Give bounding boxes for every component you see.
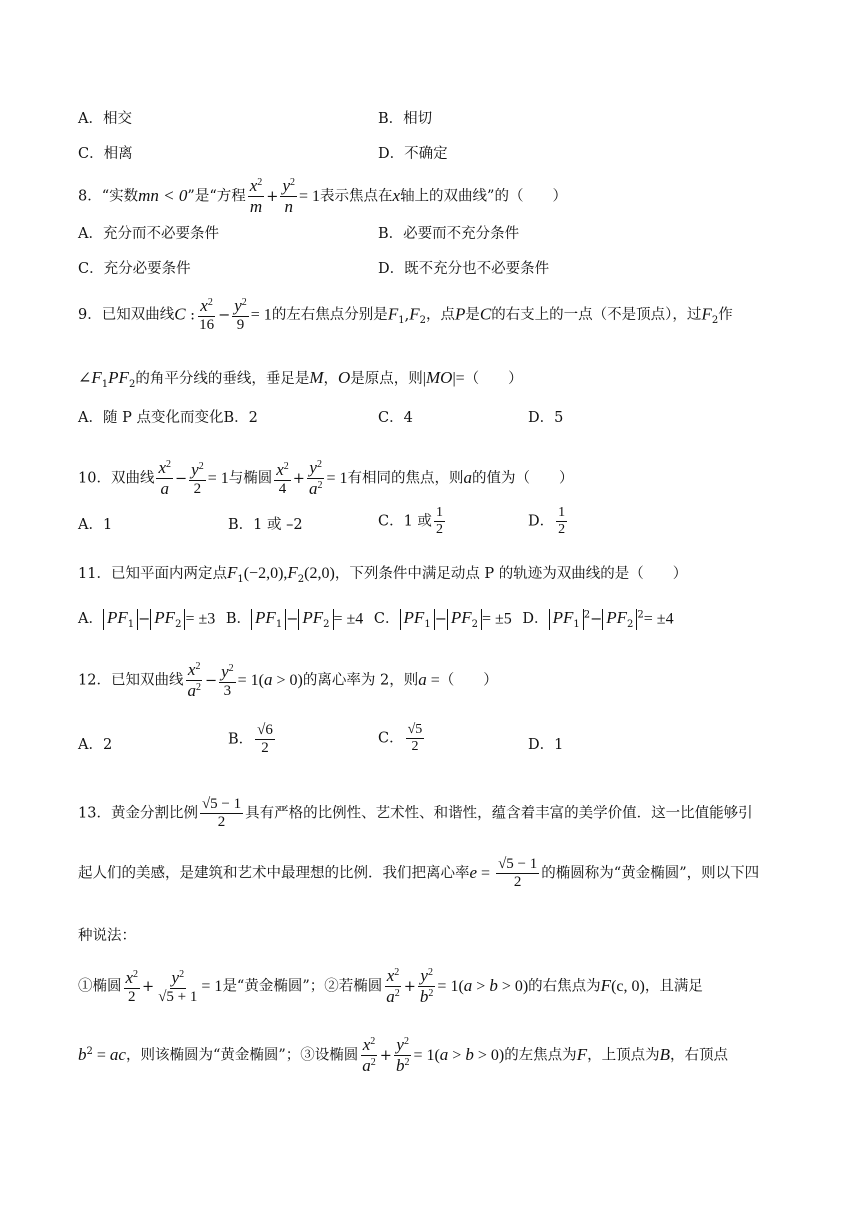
q8-option-a: A．充分而不必要条件 bbox=[78, 226, 219, 242]
q12-option-b: B． $\frac{√6}{2}$ bbox=[228, 722, 273, 757]
q13-line-2: 起人们的美感，是建筑和艺术中最理想的比例．我们把离心率e = $\frac{√5 - 1}{2}$ 的椭圆称为“黄金椭圆”，则以下四 bbox=[78, 856, 760, 891]
q13-line-3: 种说法： bbox=[78, 928, 136, 944]
q9-stem-cont: $\angle F_1PF_2$的角平分线的垂线，垂足是M，O是原点，则|MO|=（ ） bbox=[78, 368, 523, 390]
q13-line-5: $b^2$ = ac，则该椭圆为“黄金椭圆”；③设椭圆 $\frac{x^2}{a^2}$ + $\frac{y^2}{b^2}$ = 1(a > b > 0)的左焦点为F，上顶点为B，右顶点 bbox=[78, 1035, 728, 1076]
q12-stem: 12．已知双曲线 $\frac{x^2}{a^2}$ − $\frac{y^2}{3}$ = 1(a > 0)的离心率为 2，则a =（ ） bbox=[78, 660, 498, 701]
q9-option-d: D．5 bbox=[528, 410, 564, 426]
q9-stem: 9．已知双曲线C : $\frac{x^2}{16}$ − $\frac{y^2}{9}$ = 1的左右焦点分别是$F_1,F_2$，点P是C的右支上的一点（不是顶点），过$F_2$作 bbox=[78, 296, 733, 334]
q7-option-d: D．不确定 bbox=[378, 146, 448, 162]
q11-stem: 11．已知平面内两定点$F_1(-2,0),F_2(2,0)$，下列条件中满足动点 P 的轨迹为双曲线的是（ ） bbox=[78, 563, 688, 585]
q13-line-4: ①椭圆 $\frac{x^2}{2}$ + $\frac{y^2}{√5 + 1}$ = 1是“黄金椭圆”；②若椭圆 $\frac{x^2}{a^2}$ + $\frac{y^2}{b^2}$ = 1(a > b > 0)的右焦点为F(c, 0)，且满足 bbox=[78, 966, 703, 1007]
q9-option-ab: A．随 P 点变化而变化B．2 bbox=[78, 410, 258, 426]
q7-option-c: C．相离 bbox=[78, 146, 133, 162]
q7-option-b: B．相切 bbox=[378, 111, 433, 127]
q12-option-a: A．2 bbox=[78, 737, 113, 753]
q12-option-d: D．1 bbox=[528, 737, 564, 753]
q10-option-b: B．1 或 –2 bbox=[228, 517, 303, 533]
q10-stem: 10．双曲线 $\frac{x^2}{a}$ − $\frac{y^2}{2}$ = 1与椭圆 $\frac{x^2}{4}$ + $\frac{y^2}{a^2}$ = 1有相同的焦点，则a的值为（ ） bbox=[78, 458, 574, 499]
q11-options: A． $PF_1 - PF_2 = \pm 3$ B． $PF_1 - PF_2 = \pm 4$ C． $PF_1 - PF_2 = \pm 5$ D． $PF_1^2- PF_2^2= \pm 4$ bbox=[78, 608, 674, 630]
q9-option-c: C．4 bbox=[378, 410, 413, 426]
q8-option-b: B．必要而不充分条件 bbox=[378, 226, 520, 242]
q10-option-d: D． $\frac{1}{2}$ bbox=[528, 505, 566, 538]
q10-option-c: C．1 或 $\frac{1}{2}$ bbox=[378, 505, 443, 538]
q8-option-d: D．既不充分也不必要条件 bbox=[378, 261, 550, 277]
q13-line-1: 13．黄金分割比例 $\frac{√5 - 1}{2}$ 具有严格的比例性、艺术性、和谐性，蕴含着丰富的美学价值．这一比值能够引 bbox=[78, 796, 753, 831]
q8-stem: 8．“实数mn < 0”是“方程 $\frac{x^2}{m}$ + $\frac{y^2}{n}$ = 1表示焦点在x轴上的双曲线”的（ ） bbox=[78, 176, 567, 217]
q7-option-a: A．相交 bbox=[78, 111, 132, 127]
q8-option-c: C．充分必要条件 bbox=[78, 261, 191, 277]
q12-option-c: C． $\frac{√5}{2}$ bbox=[378, 722, 423, 755]
q10-option-a: A．1 bbox=[78, 517, 113, 533]
